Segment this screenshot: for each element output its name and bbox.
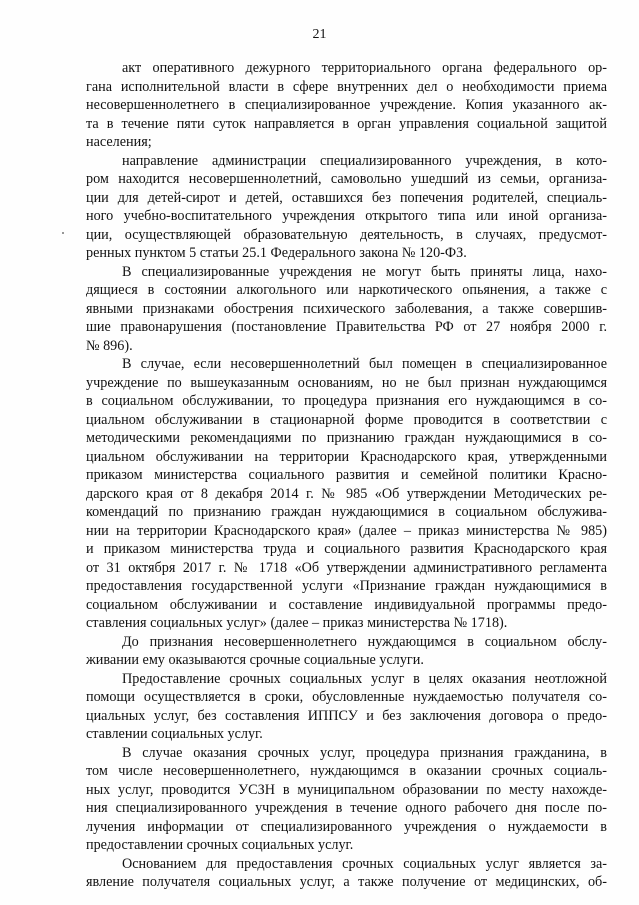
text-line: предоставлении срочных социальных услуг. xyxy=(86,837,354,853)
text-line: циальных услуг, без составления ИППСУ и без заключения договора о предо- xyxy=(86,707,607,724)
text-line: та в течение пяти суток направляется в орган управления социальной защитой xyxy=(86,115,607,132)
text-line: населения; xyxy=(86,134,152,150)
text-line: акт оперативного дежурного территориального органа федерального ор- xyxy=(122,60,607,76)
text-line: ром находится несовершеннолетний, самовольно ушедший из семьи, организа- xyxy=(86,171,607,187)
text-line: В случае, если несовершеннолетний был помещен в специализированное xyxy=(122,356,607,372)
text-line: социальном обслуживании и составление индивидуальной программы предо- xyxy=(86,596,607,613)
text-line: дящиеся в состоянии алкогольного или наркотического опьянения, а также с xyxy=(86,282,607,298)
text-line: от 31 октября 2017 г. № 1718 «Об утверждении административного регламента xyxy=(86,559,607,576)
text-line: том числе несовершеннолетнего, нуждающимся в оказании срочных социаль- xyxy=(86,763,607,779)
text-line: предоставления государственной услуги «Признание граждан нуждающимися в xyxy=(86,578,607,594)
text-line: методическими рекомендациями по признанию граждан нуждающимися в со- xyxy=(86,430,607,446)
page-number: 21 xyxy=(312,27,327,42)
text-line: учреждение по вышеуказанным основаниям, но не был признан нуждающимся xyxy=(86,374,607,391)
text-line: До признания несовершеннолетнего нуждающимся в социальном обслу- xyxy=(122,633,607,650)
text-line: В случае оказания срочных услуг, процедура признания гражданина, в xyxy=(122,744,607,761)
text-line: ного учебно-воспитательного учреждения открытого типа или иной организа- xyxy=(86,208,607,224)
text-line: приказом министерства социального развития и семейной политики Красно- xyxy=(86,467,607,483)
text-line: лучения информации от специализированного учреждения о нуждаемости в xyxy=(86,818,607,835)
text-line: направление администрации специализированного учреждения, в кото- xyxy=(122,152,607,169)
text-line: В специализированные учреждения не могут быть приняты лица, нахо- xyxy=(122,263,607,280)
text-line: дарского края от 8 декабря 2014 г. № 985 «Об утверждении Методических ре- xyxy=(86,485,607,502)
text-line: явными признаками обострения психического заболевания, а также совершив- xyxy=(86,300,607,317)
text-line: ренных пунктом 5 статьи 25.1 Федерального закона № 120-ФЗ. xyxy=(86,245,467,261)
text-line: циальном обслуживании на территории Краснодарского края, утвержденными xyxy=(86,448,607,465)
text-line: № 896). xyxy=(86,337,133,354)
scan-speck xyxy=(62,232,64,234)
text-line: живании ему оказываются срочные социальные услуги. xyxy=(86,652,424,668)
text-line: Основанием для предоставления срочных социальных услуг является за- xyxy=(122,855,607,872)
text-line: ния специализированного учреждения в течение одного рабочего дня после по- xyxy=(86,800,607,816)
text-line: явление получателя социальных услуг, а также получение от медицинских, об- xyxy=(86,874,607,890)
body-text xyxy=(86,59,607,892)
text-line: помощи осуществляется в сроки, обусловленные нуждаемостью получателя со- xyxy=(86,689,607,705)
text-line: шие правонарушения (постановление Правительства РФ от 27 ноября 2000 г. xyxy=(86,319,607,335)
text-line: ставления социальных услуг» (далее – приказ министерства № 1718). xyxy=(86,615,508,631)
text-line: комендаций по признанию граждан нуждающимися в социальном обслужива- xyxy=(86,504,607,520)
text-line: ных услуг, проводится УСЗН в муниципальном образовании по месту нахожде- xyxy=(86,781,607,798)
text-line: ставлении социальных услуг. xyxy=(86,726,263,742)
text-line: ции для детей-сирот и детей, оставшихся без попечения родителей, специаль- xyxy=(86,189,607,206)
text-line: гана исполнительной власти в сфере внутренних дел о необходимости приема xyxy=(86,78,607,95)
text-line: в социальном обслуживании, то процедура признания его нуждающимся в со- xyxy=(86,393,607,409)
text-line: и приказом министерства труда и социального развития Краснодарского края xyxy=(86,541,607,557)
text-line: циальном обслуживании в стационарной форме проводится в соответствии с xyxy=(86,411,607,428)
text-line: несовершеннолетнего в специализированное учреждение. Копия указанного ак- xyxy=(86,97,607,113)
text-line: Предоставление срочных социальных услуг в целях оказания неотложной xyxy=(122,670,607,687)
text-line: нии на территории Краснодарского края» (далее – приказ министерства № 985) xyxy=(86,522,607,539)
text-line: ции, осуществляющей образовательную деятельность, в случаях, предусмот- xyxy=(86,226,607,243)
